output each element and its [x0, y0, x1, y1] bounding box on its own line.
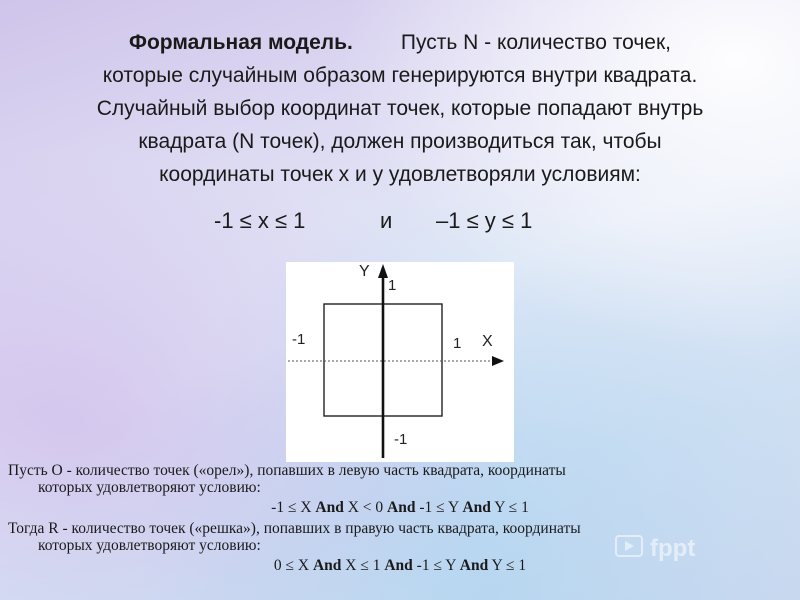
- label-top-one: 1: [388, 277, 397, 294]
- and-keyword: And: [462, 499, 491, 516]
- heads-formula-part: X < 0: [343, 499, 388, 516]
- y-axis-label: Y: [359, 263, 370, 280]
- condition-conjunction: и: [380, 208, 393, 233]
- heads-paragraph-line-2: которых удовлетворяют условию:: [38, 479, 261, 496]
- watermark-text: fppt: [650, 535, 696, 562]
- and-keyword: And: [387, 499, 416, 516]
- and-keyword: And: [459, 557, 489, 574]
- slide-title: Формальная модель.: [129, 31, 353, 54]
- y-condition: –1 ≤ у ≤ 1: [436, 208, 533, 233]
- coordinate-plot: [286, 262, 514, 462]
- tails-formula-part: 0 ≤ X: [273, 557, 313, 574]
- tails-formula-part: Y ≤ 1: [488, 557, 527, 574]
- and-keyword: And: [312, 557, 342, 574]
- heads-paragraph: [8, 462, 792, 496]
- y-axis-arrow-icon: [378, 264, 388, 278]
- heads-formula-part: -1 ≤ X: [271, 499, 316, 516]
- tails-paragraph-line-2: которых удовлетворяют условию:: [38, 537, 261, 554]
- tails-formula-part: X ≤ 1: [341, 557, 385, 574]
- x-axis-label: X: [482, 333, 493, 350]
- intro-line-3: Случайный выбор координат точек, которые попадают внутрь: [96, 97, 704, 120]
- label-bottom-minus-one: -1: [394, 431, 408, 448]
- tails-formula-part: -1 ≤ Y: [412, 557, 460, 574]
- heads-formula-part: -1 ≤ Y: [415, 499, 463, 516]
- intro-line-4: квадрата (N точек), должен производиться так, чтобы: [138, 130, 662, 153]
- intro-text: [30, 26, 770, 191]
- heads-formula: [8, 499, 792, 516]
- label-left-minus-one: -1: [292, 331, 306, 348]
- label-right-one: 1: [453, 335, 462, 352]
- intro-line-1-text: Пусть N - количество точек,: [400, 31, 671, 54]
- intro-line-1: [30, 26, 770, 59]
- heads-formula-part: Y ≤ 1: [490, 499, 529, 516]
- x-condition: -1 ≤ х ≤ 1: [214, 208, 306, 233]
- intro-line-2: которые случайным образом генерируются внутри квадрата.: [102, 64, 698, 87]
- x-axis-arrow-icon: [492, 356, 504, 366]
- intro-line-5: координаты точек х и у удовлетворяли условиям:: [159, 163, 641, 186]
- tails-paragraph-line-1: Тогда R - количество точек («решка»), попавших в правую часть квадрата, координаты: [8, 520, 581, 537]
- heads-paragraph-line-1: Пусть О - количество точек («орел»), попавших в левую часть квадрата, координаты: [8, 462, 566, 479]
- coordinate-square-figure: [286, 262, 514, 462]
- and-keyword: And: [384, 557, 413, 574]
- video-lesson-logo-icon: [614, 530, 794, 564]
- watermark-logo: [614, 530, 794, 564]
- and-keyword: And: [315, 499, 344, 516]
